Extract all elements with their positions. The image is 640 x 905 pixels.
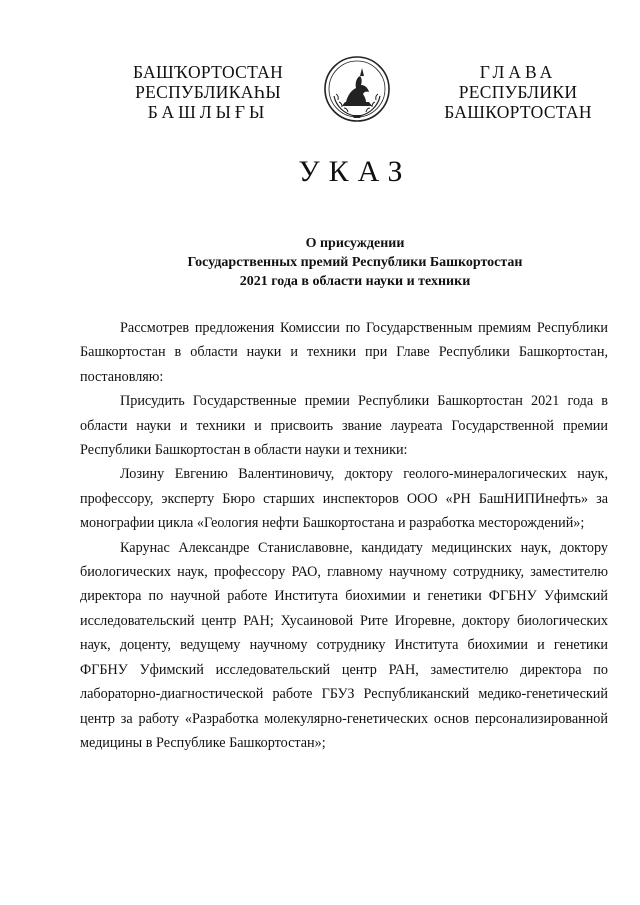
document-title: УКАЗ	[298, 155, 412, 188]
header-russian-line-2: РЕСПУБЛИКИ	[458, 82, 578, 102]
header-bashkir-block	[118, 62, 298, 122]
paragraph-preamble: Рассмотрев предложения Комиссии по Государственным премиям Республики Башкортостан в области науки и техники при Главе Республики Башкортостан, постановляю:	[80, 320, 608, 385]
paragraph-laureate-lozin: Лозину Евгению Валентиновичу, доктору геолого-минералогических наук, профессору, эксперту Бюро старших инспекторов ООО «РН БашНИПИнефть» за монографии цикла «Геология нефти Башкортостана и разработка месторождений»;	[80, 466, 608, 532]
header-russian-line-1: ГЛАВА	[479, 62, 557, 82]
paragraph-resolution: Присудить Государственные премии Республики Башкортостан 2021 года в области науки и техники и присвоить звание лауреата Государственной премии Республики Башкортостан в области науки и техники:	[80, 393, 608, 459]
header-bashkir-line-3: БАШЛЫҒЫ	[147, 102, 269, 122]
subject-line-2: Государственных премий Республики Башкортостан	[187, 255, 523, 270]
subject-line-3: 2021 года в области науки и техники	[239, 274, 471, 289]
header-bashkir-line-1: БАШҠОРТОСТАН	[132, 62, 284, 82]
decree-body	[80, 316, 608, 755]
header-russian-line-3: БАШКОРТОСТАН	[444, 102, 592, 122]
bashkortostan-coat-of-arms-icon	[322, 54, 392, 124]
subject-line-1: О присуждении	[305, 236, 405, 251]
decree-subject	[60, 234, 640, 291]
paragraph-laureate-karunas: Карунас Александре Станиславовне, кандидату медицинских наук, доктору биологических наук, профессору РАО, главному научному сотруднику, заместителю директора по научной работе Института биохимии и генетики ФГБНУ Уфимский исследовательский центр РАН; Хусаиновой Рите Игоревне, доктору биологических наук, доценту, ведущему научному сотруднику Института биохимии и генетики ФГБНУ Уфимский исследовательский центр РАН, заместителю директора по лабораторно-диагностической работе ГБУЗ Республиканский медико-генетический центр за работу «Разработка молекулярно-генетических основ персонализированной медицины в Республике Башкортостан»;	[80, 539, 608, 751]
header-russian-block	[418, 62, 618, 122]
header-bashkir-line-2: РЕСПУБЛИКАҺЫ	[135, 82, 281, 102]
